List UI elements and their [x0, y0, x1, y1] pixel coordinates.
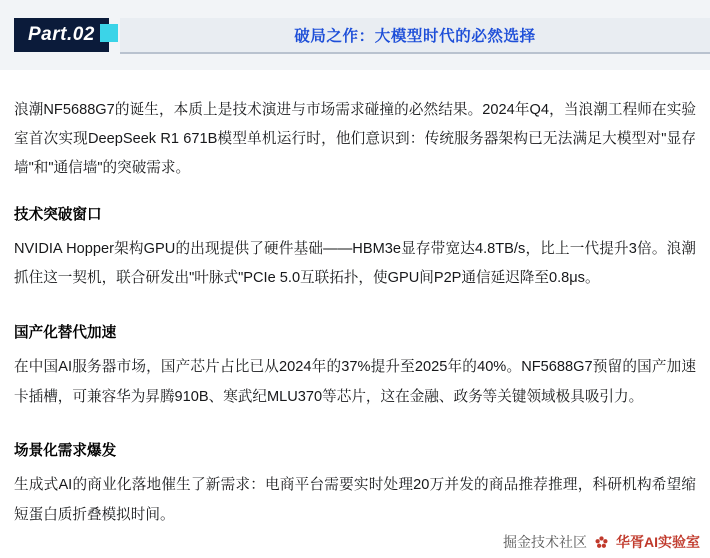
section-paragraph: 在中国AI服务器市场，国产芯片占比已从2024年的37%提升至2025年的40%。NF5688G7预留的国产加速卡插槽，可兼容华为昇腾910B、寒武纪MLU370等芯片，这在金融、政务等关键领域极具吸引力。 [14, 359, 696, 405]
section-scenario-demand [14, 438, 696, 530]
section-heading: 国产化替代加速 [14, 324, 117, 341]
spacer [14, 310, 696, 320]
badge-accent-square-icon [100, 24, 118, 42]
watermark-brand-label: 华胥AI实验室 [616, 534, 700, 550]
footer-watermark [503, 532, 700, 552]
header-title-bar [120, 18, 710, 52]
spacer [14, 428, 696, 438]
page-title: 破局之作：大模型时代的必然选择 [294, 28, 536, 45]
section-paragraph: 生成式AI的商业化落地催生了新需求：电商平台需要实时处理20万并发的商品推荐推理，科研机构希望缩短蛋白质折叠模拟时间。 [14, 477, 696, 523]
header-divider [120, 52, 710, 54]
section-heading: 技术突破窗口 [14, 206, 102, 223]
document-body [0, 70, 710, 530]
section-header [0, 0, 710, 70]
section-localization [14, 320, 696, 412]
intro-paragraph: 浪潮NF5688G7的诞生，本质上是技术演进与市场需求碰撞的必然结果。2024年Q4，当浪潮工程师在实验室首次实现DeepSeek R1 671B模型单机运行时，他们意识到：传统服务器架构已无法满足大模型对"显存墙"和"通信墙"的突破需求。 [14, 102, 696, 177]
part-badge-label: Part.02 [28, 24, 95, 45]
section-tech-window [14, 202, 696, 294]
watermark-source-label: 掘金技术社区 [503, 534, 587, 550]
header-title-wrap [120, 18, 710, 52]
flower-logo-icon [594, 535, 609, 550]
section-paragraph: NVIDIA Hopper架构GPU的出现提供了硬件基础——HBM3e显存带宽达4.8TB/s，比上一代提升3倍。浪潮抓住这一契机，联合研发出"叶脉式"PCIe 5.0互联拓扑，使GPU间P2P通信延迟降至0.8μs。 [14, 241, 696, 287]
part-badge [14, 18, 109, 52]
section-heading: 场景化需求爆发 [14, 442, 117, 459]
